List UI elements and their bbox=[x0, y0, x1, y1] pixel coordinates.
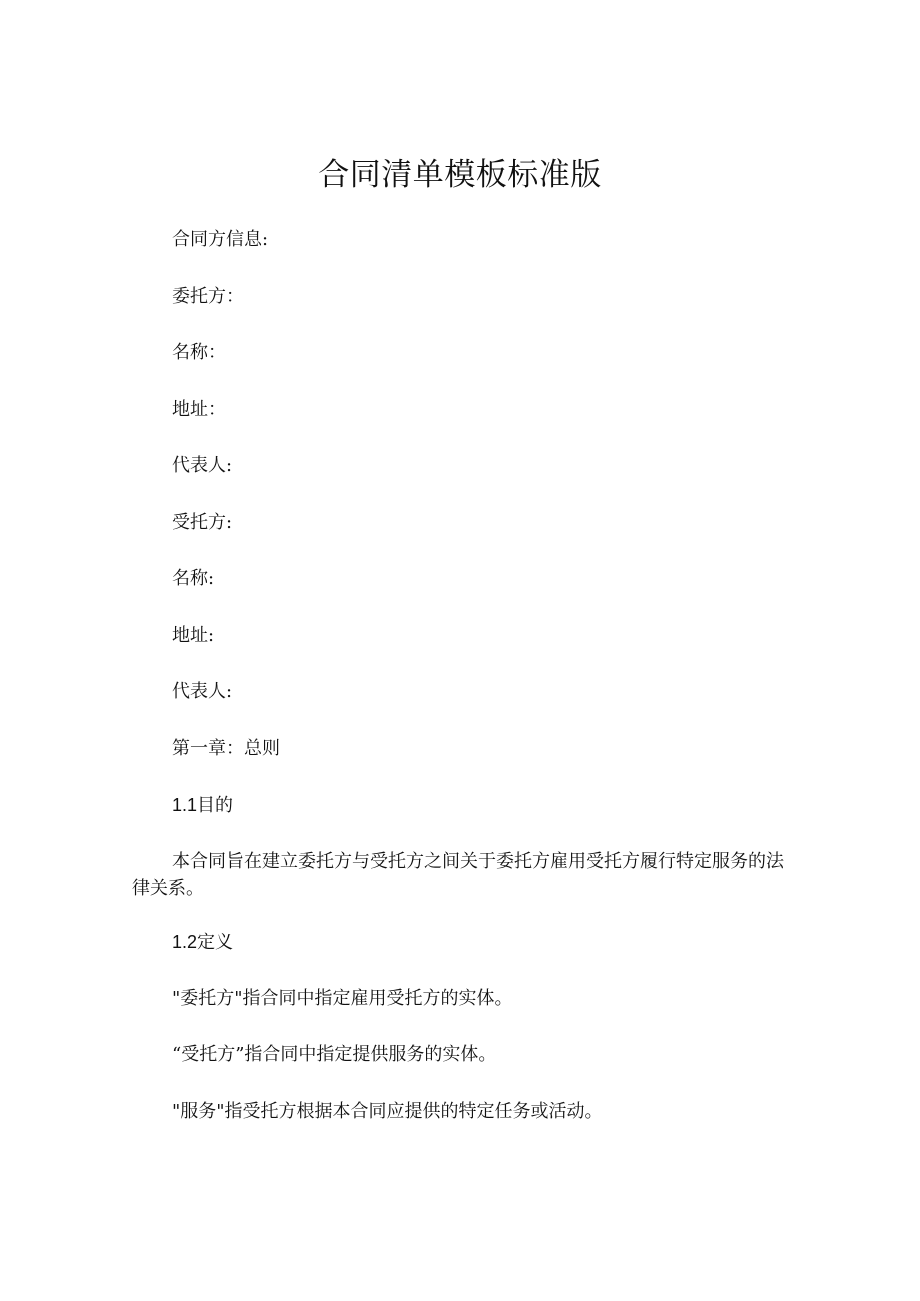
purpose-paragraph: 本合同旨在建立委托方与受托方之间关于委托方雇用受托方履行特定服务的法律关系。 bbox=[132, 851, 784, 899]
client-label: 委托方： bbox=[172, 286, 244, 307]
chapter-heading: 第一章：总则 bbox=[172, 738, 280, 759]
section-number: 1.2 bbox=[172, 932, 198, 952]
client-address-label: 地址： bbox=[172, 399, 226, 420]
contractor-name-label: 名称: bbox=[172, 568, 215, 589]
section-number: 1.1 bbox=[172, 795, 198, 815]
contractor-representative-label: 代表人: bbox=[172, 681, 233, 702]
contractor-label: 受托方: bbox=[172, 512, 233, 533]
client-name-label: 名称： bbox=[172, 342, 226, 363]
definition-contractor: “受托方”指合同中指定提供服务的实体。 bbox=[172, 1044, 497, 1065]
definition-services: "服务"指受托方根据本合同应提供的特定任务或活动。 bbox=[172, 1101, 603, 1122]
definition-client: "委托方"指合同中指定雇用受托方的实体。 bbox=[172, 988, 513, 1009]
parties-heading: 合同方信息: bbox=[172, 229, 269, 250]
document-title: 合同清单模板标准版 bbox=[318, 157, 602, 193]
contractor-address-label: 地址: bbox=[172, 625, 215, 646]
section-title: 目的 bbox=[197, 795, 234, 816]
section-heading-purpose bbox=[172, 791, 233, 820]
section-title: 定义 bbox=[197, 932, 234, 953]
client-representative-label: 代表人: bbox=[172, 455, 233, 476]
section-heading-definitions bbox=[172, 928, 233, 957]
